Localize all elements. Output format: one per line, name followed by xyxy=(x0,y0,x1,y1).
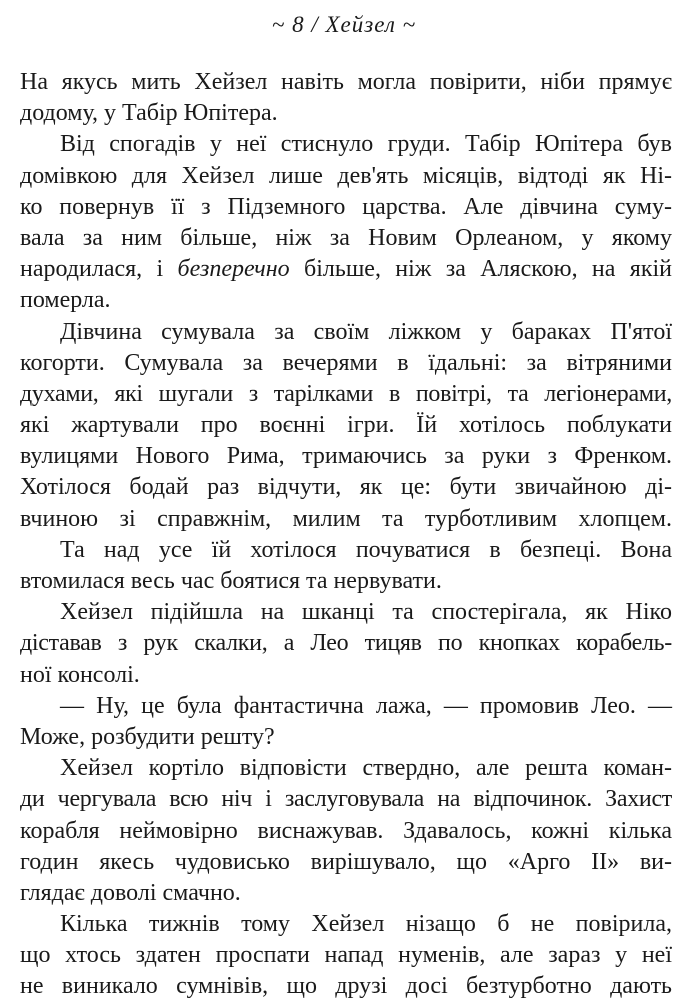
text-line: Хейзел підійшла на шканці та спостерігала, як Ніко xyxy=(60,599,672,626)
text-line: Кілька тижнів тому Хейзел нізащо б не повірила, xyxy=(60,911,672,938)
text-line: які жартували про воєнні ігри. Їй хотілось поблукати xyxy=(20,412,672,439)
text-line: глядає доволі смачно. xyxy=(20,879,241,906)
text-line: корабля неймовірно виснажував. Здавалось, кожні кілька xyxy=(20,817,672,844)
text-line-with-emphasis xyxy=(20,254,672,285)
text-fragment: більше, ніж за Аляскою, на якій xyxy=(289,256,672,283)
text-line: когорти. Сумувала за вечерями в їдальні: за вітряними xyxy=(20,349,672,376)
text-line: що хтось здатен проспати напад нуменів, але зараз у неї xyxy=(20,942,672,969)
text-line: втомилася весь час боятися та нервувати. xyxy=(20,568,442,594)
text-fragment: народилася, і xyxy=(20,256,178,283)
header-ornament-right: ~ xyxy=(402,12,417,37)
header-page-number: 8 xyxy=(292,12,305,37)
text-line: вчиною зі справжнім, милим та турботливим хлопцем. xyxy=(20,505,672,532)
header-separator: / xyxy=(311,12,319,37)
text-line: ної консолі. xyxy=(20,661,140,688)
text-line: Від спогадів у неї стиснуло груди. Табір Юпітера був xyxy=(60,131,672,158)
header-chapter-title: Хейзел xyxy=(325,12,396,37)
text-line: Хейзел кортіло відповісти ствердно, але решта коман- xyxy=(60,755,672,782)
text-line: Дівчина сумувала за своїм ліжком у бараках П'ятої xyxy=(60,318,672,345)
text-line: Та над усе їй хотілося почуватися в безпеці. Вона xyxy=(60,536,672,563)
header-ornament-left: ~ xyxy=(271,12,286,37)
text-line: ко повернув її з Підземного царства. Але дівчина суму- xyxy=(20,193,672,220)
dialogue-line: — Ну, це була фантастична лажа, — промовив Лео. — xyxy=(60,692,672,719)
dialogue-line: Може, розбудити решту? xyxy=(20,723,275,750)
text-line: померла. xyxy=(20,287,111,314)
body-text xyxy=(20,67,672,1000)
text-line: духами, які шугали з тарілками в повітрі, та легіонерами, xyxy=(20,380,672,407)
text-line: домівкою для Хейзел лише дев'ять місяців, відтоді як Ні- xyxy=(20,162,672,189)
emphasized-word: безперечно xyxy=(177,256,290,283)
text-line: додому, у Табір Юпітера. xyxy=(20,100,278,127)
text-line: діставав з рук скалки, а Лео тицяв по кнопках корабель- xyxy=(20,630,672,657)
text-line: Хотілося бодай раз відчути, як це: бути звичайною ді- xyxy=(20,474,672,501)
text-line: ди чергувала всю ніч і заслуговувала на відпочинок. Захист xyxy=(20,786,672,813)
text-line: не виникало сумнівів, що друзі досі безтурботно дають xyxy=(20,973,672,1000)
running-header xyxy=(0,10,688,40)
text-line: вала за ним більше, ніж за Новим Орлеаном, у якому xyxy=(20,224,672,251)
text-line: На якусь мить Хейзел навіть могла повірити, ніби прямує xyxy=(20,69,672,95)
text-line: годин якесь чудовисько вирішувало, що «Арго II» ви- xyxy=(20,848,672,875)
text-line: вулицями Нового Рима, тримаючись за руки з Френком. xyxy=(20,443,672,470)
